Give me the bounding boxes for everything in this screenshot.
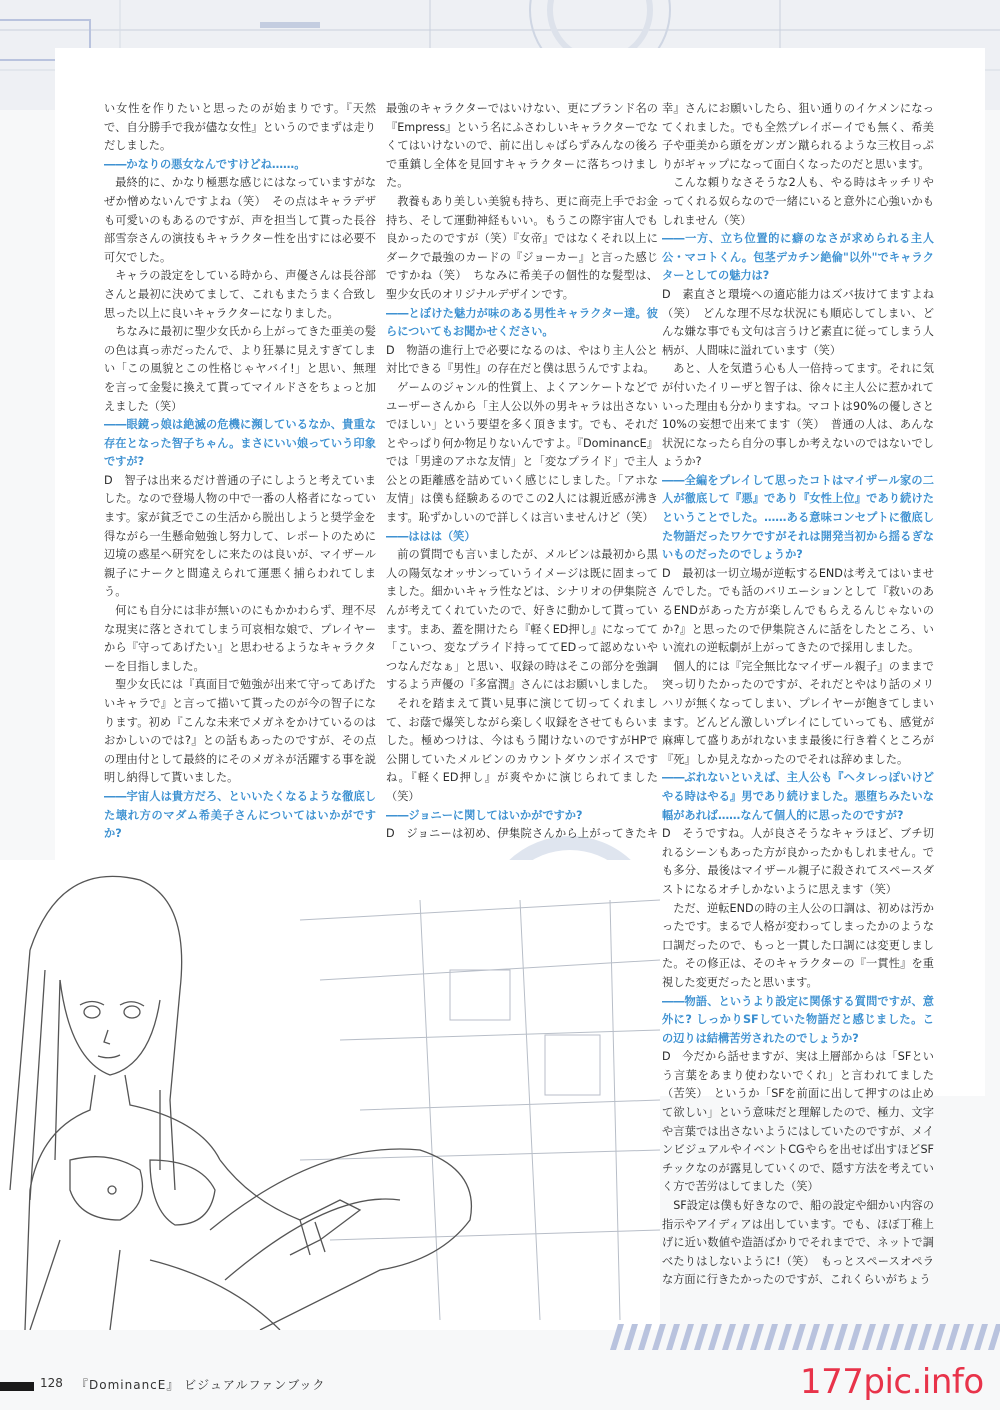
interview-question: ――一方、立ち位置的に癖のなさが求められる主人公・マコトくん。包茎デカチン絶倫"以外"でキャラクターとしての魅力は? <box>662 232 934 283</box>
stripe-mark <box>680 1324 694 1350</box>
article-paragraph: D ジョニーは初め、伊集院さんから上がってきたキ <box>386 827 658 840</box>
interview-question: ――ははは（笑） <box>386 529 476 543</box>
watermark-text: 177pic.info <box>800 1362 984 1402</box>
stripe-mark <box>946 1324 960 1350</box>
stripe-mark <box>750 1324 764 1350</box>
article-paragraph: D 今だから話せますが、実は上層部からは「SFという言葉をあまり使わないでくれ」と言われてました（苦笑） というか「SFを前面に出して押すのは止めて欲しい」という意味だと理解したので、極力、文字や言葉では出さないようにはしていたのですが、メインビジュアルやイベントCGやらを出せば出すほどSFチックなのが露見していくので、隠す方法を考えていく方で苦労はしてました（笑） <box>662 1050 934 1194</box>
article-column-2 <box>386 100 658 840</box>
page-number: 128 <box>40 1376 63 1390</box>
stripe-mark <box>932 1324 946 1350</box>
article-paragraph: 教養もあり美しい美貌も持ち、更に商売上手でお金持ち、そして運動神経もいい。もうこの際宇宙人でも良かったのですが（笑）『女帝』ではなくそれ以上にダークで最強のカードの『ジョーカー』と言った感じですかね（笑） ちなみに希美子の個性的な髪型は、聖少女氏のオリジナルデザインです。 <box>386 194 658 301</box>
stripe-mark <box>806 1324 820 1350</box>
interview-question: ――かなりの悪女なんですけどね……。 <box>104 157 306 171</box>
article-paragraph: 何にも自分には非が無いのにもかかわらず、理不尽な現実に落とされてしまう可哀相な娘で、プレイヤーから『守ってあげたい』と思わせるようなキャラクターを目指しました。 <box>104 604 376 673</box>
interview-question: ――とぼけた魅力が味のある男性キャラクター達。彼らについてもお聞かせください。 <box>386 306 658 339</box>
article-column-1 <box>104 100 376 840</box>
interview-question: ――宇宙人は貴方だろ、といいたくなるような徹底した壊れ方のマダム希美子さんについてはいかがですか? <box>104 789 376 840</box>
footer-bar <box>0 1382 34 1391</box>
stripe-mark <box>904 1324 918 1350</box>
article-paragraph: それを踏まえて貰い見事に演じて切ってくれまして、お蔭で爆笑しながら楽しく収録をさせてもらいました。極めつけは、今はもう聞けないのですがHPで公開していたメルビンのカウントダウンボイスですね。『軽くED押し』が爽やかに演じられてました（笑） <box>386 697 658 803</box>
stripe-mark <box>666 1324 680 1350</box>
article-paragraph: ただ、逆転ENDの時の主人公の口調は、初めは汚かったです。まるで人格が変わってしまったかのような口調だったので、もっと一貫した口調には変更しました。その修正は、そのキャラクターの『一貫性』を重視した変更だったと思います。 <box>662 901 934 989</box>
article-column-3 <box>662 100 934 1300</box>
article-paragraph: D 素直さと環境への適応能力はズバ抜けてますよね（笑） どんな理不尽な状況にも順応してしまい、どんな嫌な事でも文句は言うけど素直に従ってしまう人柄が、人間味に溢れています（笑） <box>662 287 934 357</box>
character-illustration <box>0 860 660 1330</box>
stripe-mark <box>624 1324 638 1350</box>
article-paragraph: SF設定は僕も好きなので、船の設定や細かい内容の指示やアイディアは出しています。でも、ほぼ丁稚上げに近い数値や造語ばかりでそれまでで、ネットで調べたりはしないように!（笑） もっとスペースオペラな方面に行きたかったのですが、これくらいがちょう <box>662 1199 934 1287</box>
stripe-mark <box>638 1324 652 1350</box>
article-paragraph: キャラの設定をしている時から、声優さんは長谷部さんと最初に決めてまして、これもまたうまく合致し思った以上に良いキャラクターになりました。 <box>104 269 376 320</box>
article-paragraph: 前の質問でも言いましたが、メルビンは最初から黒人の陽気なオッサンっていうイメージは既に固まってました。細かいキャラ性などは、シナリオの伊集院さんが考えてくれていたので、好きに動かして貰っています。まあ、蓋を開けたら『軽くED押し』になってて「こいつ、変なプライド持っててEDって認めないやつなんだなぁ」と思い、収録の時はそこの部分を強調するよう声優の『多富潤』さんにはお願いしました。 <box>386 548 658 692</box>
interview-question: ――ぶれないといえば、主人公も『ヘタレっぽいけどやる時はやる』男であり続けました。悪堕ちみたいな幅があれば……なんて個人的に思ったのですが? <box>662 771 934 822</box>
stripe-mark <box>694 1324 708 1350</box>
stripe-mark <box>736 1324 750 1350</box>
interview-question: ――ジョニーに関してはいかがですか? <box>386 808 583 822</box>
stripe-mark <box>862 1324 876 1350</box>
article-paragraph: 最強のキャラクターではいけない、更にブランド名の『Empress』という名にふさわしいキャラクターでなくてはいけないので、前に出しゃばらずみんなの後ろで重鎮し全体を見回すキャラクターに落ちつけました。 <box>386 102 658 190</box>
article-paragraph: 最終的に、かなり極悪な感じにはなっていますがなぜか憎めないんですよね（笑） その点はキャラデザも可愛いのもあるのですが、声を担当して貰った長谷部雪奈さんの演技もキャラクター性を出すには必要不可欠でした。 <box>104 176 376 264</box>
stripe-mark <box>722 1324 736 1350</box>
article-paragraph: D 物語の進行上で必要になるのは、やはり主人公と対比できる『男性』の存在だと僕は思うんですよね。 <box>386 343 658 376</box>
stripe-mark <box>610 1324 624 1350</box>
article-paragraph: D 最初は一切立場が逆転するENDは考えてはいませんでした。でも話のバリエーションとして『救いのあるENDがあった方が楽しんでもらえるんじゃないのか?』と思ったので伊集院さんに話をしたところ、いい流れの逆転劇が上がってきたので採用しました。 <box>662 566 934 655</box>
stripe-mark <box>708 1324 722 1350</box>
stripe-mark <box>778 1324 792 1350</box>
stripe-mark <box>890 1324 904 1350</box>
stripe-decoration <box>610 1322 1000 1352</box>
article-paragraph: い女性を作りたいと思ったのが始まりです。『天然で、自分勝手で我が儘な女性』というのでまずは走りだしました。 <box>104 102 376 153</box>
interview-question: ――物語、というより設定に関係する質問ですが、意外に? しっかりSFしていた物語だと感じました。この辺りは結構苦労されたのでしょうか? <box>662 994 934 1045</box>
article-paragraph: D 智子は出来るだけ普通の子にしようと考えていました。なので登場人物の中で一番の人格者になっています。家が貧乏でこの生活から脱出しようと奨学金を得ながら一生懸命勉強し努力して、レポートのために辺境の惑星へ研究をしに来たのは良いが、マイザール親子にナークと間違えられて運悪く捕らわれてしまう。 <box>104 473 376 599</box>
stripe-mark <box>974 1324 988 1350</box>
article-paragraph: 個人的には『完全無比なマイザール親子』のままで突っ切りたかったのですが、それだとやはり話のメリハリが無くなってしまい、プレイヤーが飽きてしまいます。どんどん激しいプレイにしていっても、感覚が麻痺して盛りあがれないまま最後に行き着くところが『死』しか見えなかったのでそれは辞めました。 <box>662 659 934 766</box>
article-paragraph: 聖少女氏には『真面目で勉強が出来て守ってあげたいキャラで』と言って描いて貰ったのが今の智子になります。初め『こんな未来でメガネをかけているのはおかしいのでは?』との話もあったのですが、その点の理由付として最終的にそのメガネが活躍する事を説明し納得して貰いました。 <box>104 678 376 785</box>
stripe-mark <box>960 1324 974 1350</box>
stripe-mark <box>848 1324 862 1350</box>
stripe-mark <box>876 1324 890 1350</box>
article-paragraph: D そうですね。人が良さそうなキャラほど、ブチ切れるシーンもあった方が良かったかもしれません。でも多分、最後はマイザール親子に殺されてスペースダストになるオチしかないように思えます（笑） <box>662 827 934 896</box>
article-paragraph: こんな頼りなさそうな2人も、やる時はキッチリやってくれる奴らなので一緒にいると意外に心強いかもしれません（笑） <box>662 176 934 227</box>
stripe-mark <box>792 1324 806 1350</box>
stripe-mark <box>918 1324 932 1350</box>
article-paragraph: ゲームのジャンル的性質上、よくアンケートなどでユーザーさんから「主人公以外の男キャラは出さないでほしい」という要望を多く頂きます。でも、それだとやっぱり何か物足りないんですよ。『DominancE』では「男達のアホな友情」と「変なプライド」で主人公との距離感を詰めていく感じにしました。「アホな友情」は僕も経験あるのでこの2人には親近感が沸きます。恥ずかしいので詳しくは言いませんけど（笑） <box>386 380 658 525</box>
article-paragraph: 幸』さんにお願いしたら、狙い通りのイケメンになってくれました。でも全然プレイボーイでも無く、希美子や亜美から頭をガンガン蹴られるような三枚目っぷりがギャップになって面白くなったのだと思います。 <box>662 102 934 171</box>
book-title: 『DominancE』 ビジュアルファンブック <box>76 1378 326 1392</box>
stripe-mark <box>988 1324 1000 1350</box>
stripe-mark <box>834 1324 848 1350</box>
article-paragraph: ちなみに最初に聖少女氏から上がってきた亜美の髪の色は真っ赤だったんで、より狂暴に見えすぎてしまい「この風貌とこの性格じゃヤバイ!」と思い、無理を言って金髪に換えて貰ってマイルドさをちょっと加えました（笑） <box>104 325 376 413</box>
stripe-mark <box>764 1324 778 1350</box>
stripe-mark <box>652 1324 666 1350</box>
article-paragraph: あと、人を気遣う心も人一倍持ってます。それに気が付いたイリーザと智子は、徐々に主人公に惹かれていった理由も分かりますね。マコトは90%の優しさと10%の妄想で出来てます（笑） 普通の人は、あんな状況になったら自分の事しか考えないのではないでしょうか? <box>662 362 934 469</box>
interview-question: ――眼鏡っ娘は絶滅の危機に瀕しているなか、貴重な存在となった智子ちゃん。まさにいい娘っていう印象ですが? <box>104 418 376 469</box>
interview-question: ――全編をプレイして思ったコトはマイザール家の二人が徹底して『悪』であり『女性上位』であり続けたということでした。……ある意味コンセプトに徹底した物語だったワケですがそれは開発当初から揺るぎないものだったのでしょうか? <box>662 473 934 562</box>
stripe-mark <box>820 1324 834 1350</box>
